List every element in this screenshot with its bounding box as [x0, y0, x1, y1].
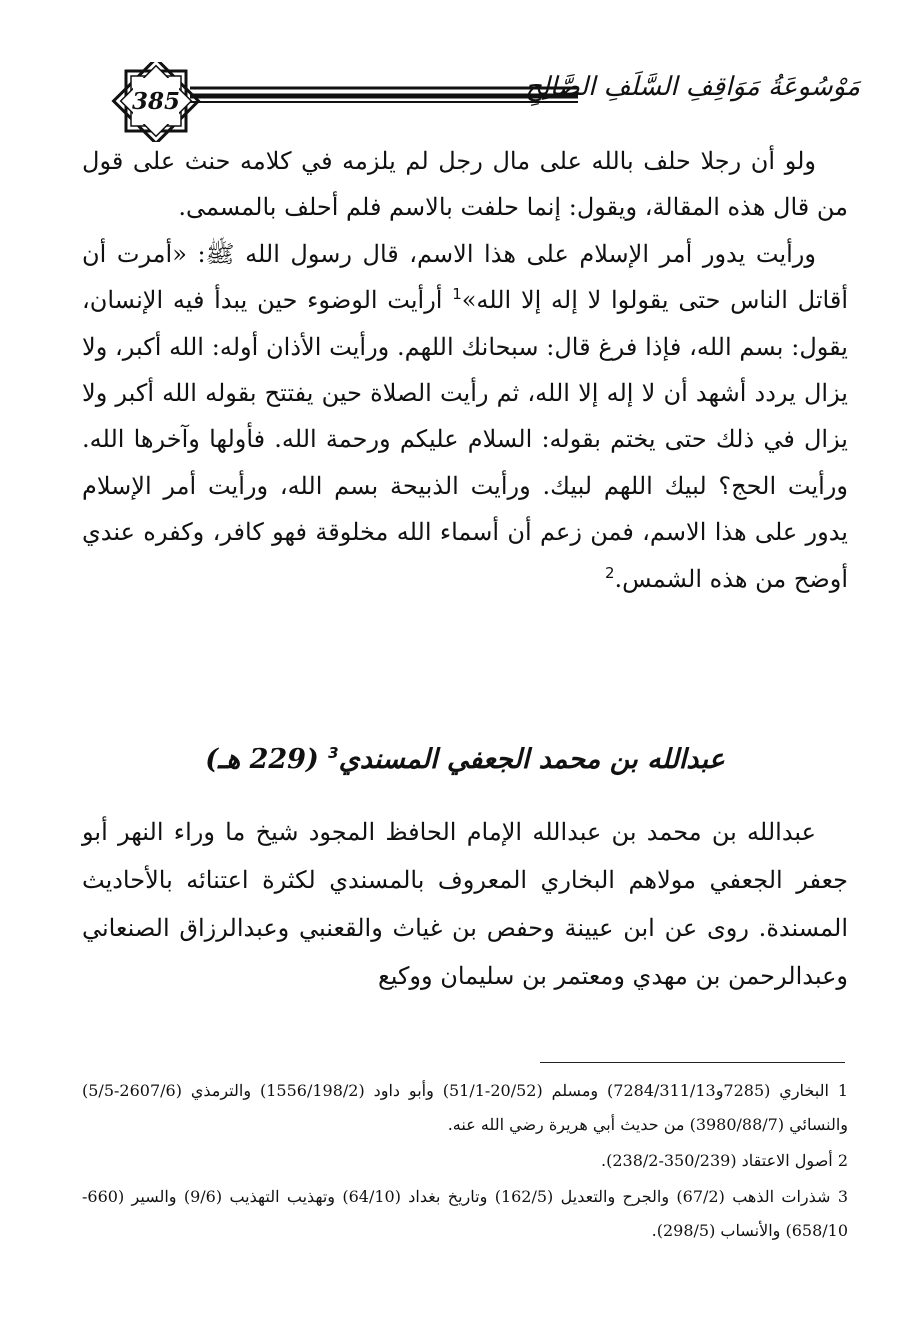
footnotes	[82, 1074, 848, 1250]
footnote: 3 شذرات الذهب (67/2) والجرح والتعديل (162/5) وتاريخ بغداد (64/10) وتهذيب التهذيب (9/6) والسير (660-658/10) والأنساب (298/5).	[82, 1187, 848, 1240]
footnote: 1 البخاري (7285و7284/311/13) ومسلم (20/52-51/1) وأبو داود (1556/198/2) والترمذي (2607/6-5/5) والنسائي (3980/88/7) من حديث أبي هريرة رضي الله عنه.	[82, 1081, 849, 1134]
footnote-separator	[540, 1062, 845, 1063]
paragraph: عبدالله بن محمد بن عبدالله الإمام الحافظ المجود شيخ ما وراء النهر أبو جعفر الجعفي مولاهم البخاري المعروف بالمسندي لكثرة اعتنائه بالأحاديث المسندة. روى عن ابن عيينة وحفص بن غياث والقعنبي وعبدالرزاق الصنعاني وعبدالرحمن بن مهدي ومعتمر بن سليمان ووكيع	[82, 818, 848, 990]
running-title: مَوْسُوعَةُ مَوَاقِفِ السَّلَفِ الصَّالِحِ	[525, 72, 860, 102]
footnote: 2 أصول الاعتقاد (350/239-238/2).	[601, 1151, 848, 1170]
section-title-name: عبدالله بن محمد الجعفي المسندي	[338, 744, 725, 775]
page-number: 385	[131, 87, 180, 115]
main-text	[82, 138, 848, 602]
page-header	[100, 62, 860, 142]
footnote-ref: 2	[604, 563, 615, 582]
paragraph-text: ورأيت يدور أمر الإسلام على هذا الاسم، قال رسول الله ﷺ: «أمرت أن أقاتل الناس حتى يقولوا لا إله إلا الله»	[82, 239, 848, 315]
paragraph: ولو أن رجلا حلف بالله على مال رجل لم يلزمه في كلامه حنث على قول من قال هذه المقالة، ويقول: إنما حلفت بالاسم فلم أحلف بالمسمى.	[82, 147, 848, 222]
paragraph	[82, 231, 848, 602]
paragraph-text: أرأيت الوضوء حين يبدأ فيه الإنسان، يقول: بسم الله، فإذا فرغ قال: سبحانك اللهم. ورأيت الأذان أوله: الله أكبر، ولا يزال يردد أشهد أن لا إله إلا الله، ثم رأيت الصلاة حين يفتتح بقوله الله أكبر ولا يزال في ذلك حتى يختم بقوله: السلام عليكم ورحمة الله. فأولها وآخرها الله. ورأيت الحج؟ لبيك اللهم لبيك. ورأيت الذبيحة بسم الله، ورأيت أمر الإسلام يدور على هذا الاسم، فمن زعم أن أسماء الله مخلوقة فهو كافر، وكفره عندي أوضح من هذه الشمس.	[82, 286, 848, 593]
footnote-ref: 3	[328, 744, 339, 762]
section-title	[82, 740, 848, 780]
footnote-ref: 1	[452, 285, 462, 304]
section-title-date: (229 هـ)	[205, 744, 319, 775]
section-body	[82, 808, 848, 1000]
